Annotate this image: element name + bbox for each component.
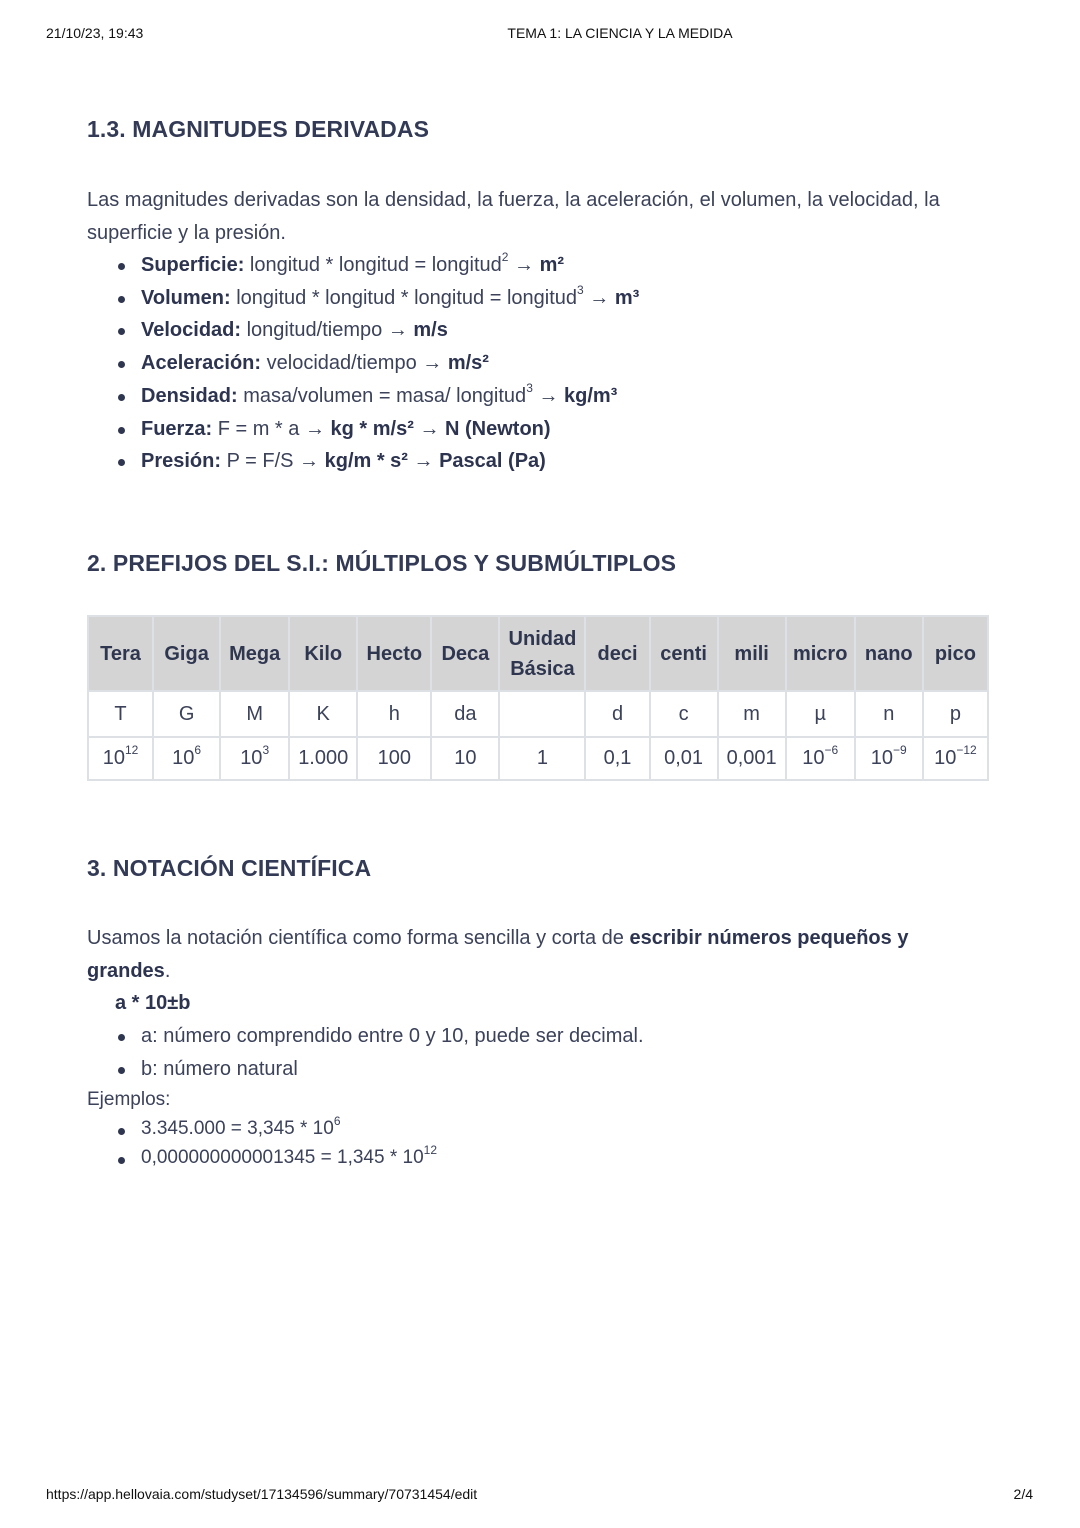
value-exponent: −6 [824, 743, 839, 758]
value-exponent: −12 [956, 743, 977, 758]
table-header-cell: Hecto [357, 616, 431, 691]
value-base: 10 [454, 747, 477, 769]
table-cell [499, 737, 585, 780]
ejemplos-list [87, 1114, 992, 1172]
item-unit-2: N (Newton) [445, 417, 551, 440]
table-cell [431, 737, 499, 780]
table-cell: p [923, 691, 988, 737]
value-base: 10 [102, 747, 125, 769]
table-header-cell: micro [786, 616, 855, 691]
prefijos-value-row [88, 737, 988, 780]
example-text: 0,000000000001345 = 1,345 * 10 [141, 1147, 424, 1169]
prefijos-table-wrap [87, 615, 992, 781]
item-unit-2: Pascal (Pa) [439, 450, 546, 473]
list-item [87, 445, 992, 478]
item-label: Aceleración: [141, 352, 262, 375]
item-unit: m/s² [447, 352, 489, 375]
item-expression: masa/volumen = masa/ longitud [243, 384, 527, 407]
list-item [87, 282, 992, 315]
table-header-cell: nano [855, 616, 923, 691]
table-cell [855, 737, 923, 780]
ejemplos-label: Ejemplos: [87, 1089, 171, 1111]
item-exponent: 2 [501, 250, 509, 265]
table-cell: G [153, 691, 220, 737]
value-exponent: −9 [893, 743, 907, 758]
table-cell [650, 737, 718, 780]
arrow-icon: → [419, 417, 440, 440]
list-item: b: número natural [87, 1053, 992, 1086]
value-base: 10 [934, 747, 957, 769]
table-cell: T [88, 691, 153, 737]
table-cell [585, 737, 649, 780]
list-item [87, 314, 992, 347]
item-expression: longitud * longitud = longitud [249, 254, 502, 276]
table-header-cell: deci [585, 616, 649, 691]
heading-notacion: 3. NOTACIÓN CIENTÍFICA [87, 855, 372, 881]
table-cell [718, 737, 786, 780]
notacion-body [87, 922, 992, 1172]
item-unit: kg * m/s² [330, 417, 414, 440]
table-cell: m [718, 691, 786, 737]
derivadas-list [87, 249, 992, 478]
value-exponent: 3 [262, 743, 270, 758]
value-exponent: 6 [194, 743, 202, 758]
item-label: Superficie: [141, 254, 245, 276]
item-label: Velocidad: [141, 319, 242, 342]
table-cell [786, 737, 855, 780]
value-base: 1.000 [298, 747, 349, 769]
arrow-icon: → [299, 450, 320, 473]
list-item [87, 249, 992, 282]
section-prefijos [87, 550, 992, 577]
value-base: 0,01 [664, 747, 704, 769]
table-header-cell: Tera [88, 616, 153, 691]
print-url: https://app.hellovaia.com/studyset/17134596/summary/70731454/edit [46, 1486, 478, 1502]
section-notacion [87, 855, 992, 882]
table-cell: c [650, 691, 718, 737]
item-label: Presión: [141, 450, 222, 473]
derivadas-intro: Las magnitudes derivadas son la densidad, la fuerza, la aceleración, el volumen, la velocidad, la superficie y la presión. [87, 189, 940, 244]
item-expression: longitud/tiempo [246, 319, 383, 342]
value-base: 10 [802, 747, 825, 769]
value-base: 10 [172, 747, 195, 769]
item-unit: m² [539, 254, 565, 276]
value-exponent: 12 [124, 743, 139, 758]
item-label: Densidad: [141, 384, 238, 407]
notacion-defs-list [87, 1020, 992, 1085]
item-label: Fuerza: [141, 417, 213, 440]
example-exponent: 12 [423, 1143, 437, 1158]
arrow-icon: → [304, 417, 325, 440]
table-cell [220, 737, 289, 780]
list-item [87, 1114, 992, 1143]
value-base: 0,1 [603, 747, 632, 769]
table-cell [153, 737, 220, 780]
notacion-intro-plain: Usamos la notación científica como forma sencilla y corta de [87, 927, 630, 949]
table-header-cell: Deca [431, 616, 499, 691]
prefijos-symbol-row [88, 691, 988, 737]
table-cell [289, 737, 357, 780]
list-item [87, 347, 992, 380]
value-base: 1 [536, 747, 548, 769]
list-item: a: número comprendido entre 0 y 10, puede ser decimal. [87, 1020, 992, 1053]
table-header-cell: pico [923, 616, 988, 691]
list-item [87, 1143, 992, 1172]
notacion-intro-bold: escribir números pequeños y grandes [87, 927, 909, 982]
item-expression: velocidad/tiempo [266, 352, 417, 375]
item-expression: longitud * longitud * longitud = longitud [236, 286, 578, 309]
table-header-cell: Mega [220, 616, 289, 691]
table-cell: M [220, 691, 289, 737]
arrow-icon: → [514, 254, 535, 276]
value-base: 10 [870, 747, 894, 769]
table-cell [499, 691, 585, 737]
value-base: 0,001 [726, 747, 777, 769]
item-unit: kg/m * s² [324, 450, 408, 473]
table-cell [357, 737, 431, 780]
value-base: 10 [240, 747, 263, 769]
notacion-intro-end: . [164, 959, 171, 982]
table-cell: da [431, 691, 499, 737]
item-label: Volumen: [141, 286, 231, 309]
list-item [87, 380, 992, 413]
heading-derivadas: 1.3. MAGNITUDES DERIVADAS [87, 116, 430, 142]
heading-prefijos: 2. PREFIJOS DEL S.I.: MÚLTIPLOS Y SUBMÚLTIPLOS [87, 550, 677, 576]
item-unit: m³ [614, 286, 640, 309]
item-exponent: 3 [577, 283, 584, 298]
item-expression: P = F/S [226, 450, 294, 473]
notacion-intro [87, 922, 992, 987]
prefijos-header-row [88, 616, 988, 691]
table-cell: d [585, 691, 649, 737]
arrow-icon: → [538, 384, 559, 407]
print-page-number: 2/4 [1013, 1486, 1033, 1502]
item-expression: F = m * a [217, 417, 300, 440]
print-datetime: 21/10/23, 19:43 [46, 25, 144, 41]
section-derivadas [87, 116, 992, 143]
table-cell: µ [786, 691, 855, 737]
arrow-icon: → [589, 286, 610, 309]
example-text: 3.345.000 = 3,345 * 10 [141, 1118, 334, 1140]
arrow-icon: → [387, 319, 408, 342]
table-header-cell: centi [650, 616, 718, 691]
table-header-cell: mili [718, 616, 786, 691]
table-header-cell: Kilo [289, 616, 357, 691]
table-cell: K [289, 691, 357, 737]
item-unit: kg/m³ [564, 384, 618, 407]
table-cell [923, 737, 988, 780]
table-header-cell: Unidad Básica [499, 616, 585, 691]
prefijos-table [87, 615, 989, 781]
table-cell: n [855, 691, 923, 737]
arrow-icon: → [413, 450, 434, 473]
arrow-icon: → [422, 352, 443, 375]
print-header [0, 25, 1080, 45]
list-item [87, 413, 992, 446]
item-unit: m/s [413, 319, 448, 342]
value-base: 100 [377, 747, 411, 769]
table-cell: h [357, 691, 431, 737]
example-exponent: 6 [333, 1114, 341, 1129]
derivadas-body [87, 184, 992, 478]
table-cell [88, 737, 153, 780]
table-header-cell: Giga [153, 616, 220, 691]
item-exponent: 3 [526, 381, 533, 396]
notacion-formula: a * 10±b [115, 992, 191, 1014]
print-doc-title: TEMA 1: LA CIENCIA Y LA MEDIDA [507, 25, 733, 41]
